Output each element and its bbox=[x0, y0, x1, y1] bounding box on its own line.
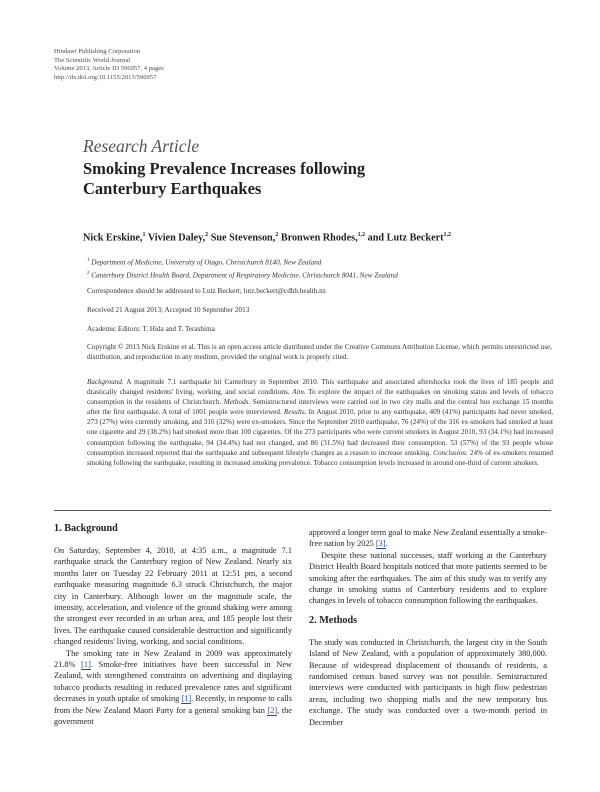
methods-paragraph-1: The study was conducted in Christchurch, the largest city in the South Island of New Zealand, with a population of approximately 380,000. Because of widespread displacement of thousands of residents, a randomised census based survey was not possible. Semistructured interviews were conducted with participants in high flow pedestrian areas, including two shopping malls and the new temporary bus exchange. The study was conducted over a two-month period in December bbox=[309, 637, 547, 727]
methods-heading: 2. Methods bbox=[309, 614, 358, 626]
author-affiliation-mark: 1,2 bbox=[357, 232, 366, 238]
copyright-notice: Copyright © 2013 Nick Erskine et al. This is an open access article distributed under the Creative Commons Attribution License, which permits unrestricted use, distribution, and reproduction in any medium, provided the original work is properly cited. bbox=[87, 343, 552, 361]
abstract-label-conclusion: Conclusion. bbox=[433, 448, 468, 457]
journal-header bbox=[54, 48, 164, 82]
abstract-label-background: Background. bbox=[87, 378, 124, 386]
volume-info: Volume 2013, Article ID 596957, 4 pages bbox=[54, 65, 164, 73]
abstract-text: 24% of ex-smokers resumed smoking following the earthquake, resulting in increased smoking prevalence. Tobacco consumption levels increased in around one-third of current smokers. bbox=[87, 448, 553, 467]
citation-link[interactable]: [3] bbox=[375, 539, 386, 549]
background-heading: 1. Background bbox=[54, 523, 118, 534]
received-accepted-dates: Received 21 August 2013; Accepted 10 September 2013 bbox=[87, 306, 250, 314]
citation-link[interactable]: [1] bbox=[181, 694, 192, 704]
abstract-label-methods: Methods. bbox=[223, 398, 251, 407]
affiliation-2: $^2$ Canterbury District Health Board, Department of Respiratory Medicine, Christchurch 8041, New Zealand bbox=[87, 271, 398, 280]
abstract-text: To explore the impact of the earthquakes on smoking status and levels of tobacco consumption in the residents of Christchurch. bbox=[87, 388, 553, 407]
background-paragraph-1: On Saturday, September 4, 2010, at 4:35 a.m., a magnitude 7.1 earthquake struck the Canterbury region of New Zealand. Nearly six months later on Tuesday 22 February 2011 at 12:51 pm, a second earthquake measuring magnitude 6.3 struck Christchurch, the major city in Canterbury. Although lower on the magnitude scale, the intensity, acceleration, and violence of the ground shaking were among the strongest ever recorded in an urban area, and 185 people lost their lives. The earthquake caused considerable destruction and significantly changed residents' living, working, and social conditions. bbox=[54, 546, 292, 647]
affiliations bbox=[87, 255, 398, 282]
abstract-label-results: Results. bbox=[283, 408, 307, 417]
title-line-2: Canterbury Earthquakes bbox=[83, 178, 262, 198]
citation-link[interactable]: [2] bbox=[267, 705, 278, 715]
journal-name: The Scientific World Journal bbox=[54, 56, 131, 64]
author-list bbox=[83, 232, 451, 243]
author-affiliation-mark: 2 bbox=[205, 232, 209, 238]
citation-link[interactable]: [1] bbox=[81, 660, 91, 670]
publisher-name: Hindawi Publishing Corporation bbox=[54, 48, 141, 55]
abstract-text: A magnitude 7.1 earthquake hit Canterbury in September 2010. This earthquake and associated aftershocks took the lives of 185 people and drastically changed residents' living, working, and social conditions. bbox=[87, 378, 553, 397]
background-paragraph-2: The smoking rate in New Zealand in 2009 was approximately 21.8% [1]. Smoke-free initiatives have been successful in New Zealand, with strengthened constraints on advertising and displaying tobacco products resulting in reduced prevalence rates and significant decreases in youth uptake of smoking [1]. Recently, in response to calls from the New Zealand Maori Party for a general smoking ban [2], the government bbox=[54, 648, 292, 727]
right-column bbox=[309, 527, 547, 728]
aim-paragraph: Despite these national successes, staff working at the Canterbury District Health Board hospitals noticed that more patients seemed to be smoking after the earthquakes. The aim of this study was to verify any change in smoking status of Canterbury residents and to explore changes in levels of tobacco consumption following the earthquakes. bbox=[309, 550, 547, 606]
author-affiliation-mark: 1,2 bbox=[443, 232, 452, 238]
author-affiliation-mark: 1 bbox=[142, 232, 146, 238]
affiliation-1: $^1$ Department of Medicine, University of Otago, Christchurch 8140, New Zealand bbox=[87, 258, 322, 267]
left-column bbox=[54, 523, 292, 728]
abstract-text: In August 2010, prior to any earthquake, 409 (41%) participants had never smoked, 273 (27%) were currently smoking, and 316 (32%) were ex-smokers. Since the September 2010 earthquake, 76 (24%) of the 316 ex-smokers had smoked at least one cigarette and 29 (38.2%) had smoked more than 100 cigarettes. Of the 273 participants who were current smokers in August 2010, 93 (34.1%) had increased consumption following the earthquake, 94 (34.4%) had not changed, and 86 (31.5%) had decreased their consumption. 53 (57%) of the 93 people whose consumption increased reported that the earthquake and subsequent lifestyle changes as a reason to increase smoking. bbox=[87, 408, 553, 457]
abstract-label-aim: Aim. bbox=[292, 388, 306, 397]
academic-editors: Academic Editors: T. Hida and T. Terashima bbox=[87, 325, 215, 333]
correspondence: Correspondence should be addressed to Lutz Beckert; lutz.beckert@cdhb.health.nz bbox=[87, 287, 326, 295]
author-affiliation-mark: 2 bbox=[275, 232, 279, 238]
author-name: Sue Stevenson, bbox=[210, 232, 276, 244]
author-name: and Lutz Beckert bbox=[367, 232, 444, 244]
abstract-text: Semistructured interviews were carried out in two city malls and the central bus exchange 15 months after the first earthquake. A total of 1001 people were interviewed. bbox=[87, 398, 553, 417]
abstract bbox=[87, 377, 553, 468]
article-title bbox=[83, 159, 553, 198]
doi-link[interactable]: http://dx.doi.org/10.1155/2013/596957 bbox=[54, 73, 157, 81]
title-line-1: Smoking Prevalence Increases following bbox=[83, 159, 366, 178]
section-divider bbox=[54, 510, 551, 511]
section-label: Research Article bbox=[83, 136, 200, 156]
author-name: Bronwen Rhodes, bbox=[280, 232, 358, 244]
continued-paragraph: approved a longer term goal to make New Zealand essentially a smoke-free nation by 2025 [3]. bbox=[309, 528, 547, 549]
author-name: Nick Erskine, bbox=[83, 232, 143, 244]
author-name: Vivien Daley, bbox=[147, 232, 206, 244]
